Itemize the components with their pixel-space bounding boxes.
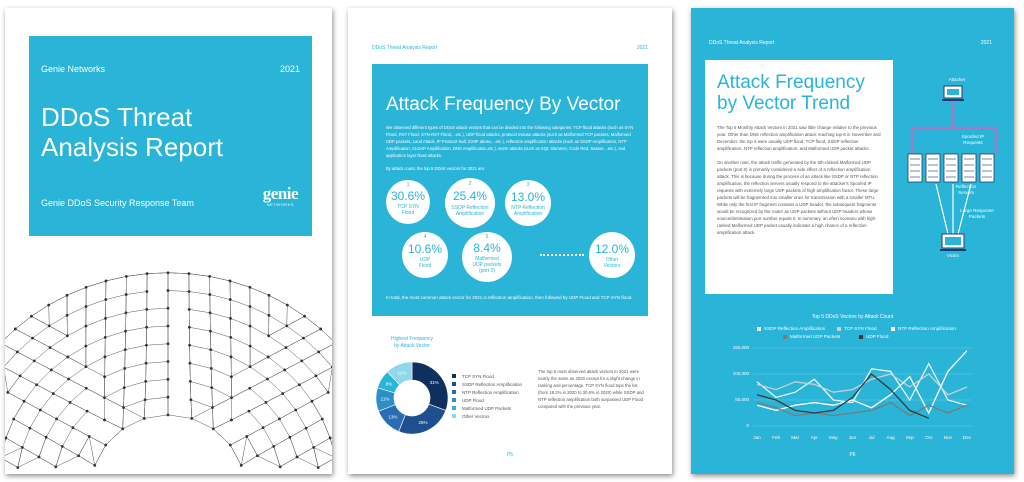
vector-rank: 2 <box>468 181 472 187</box>
donut-legend <box>452 372 522 420</box>
legend-label: UDP Flood <box>462 397 484 403</box>
logo-text: genie <box>262 184 298 203</box>
page-header-title: DDoS Threat Analysis Report <box>709 40 775 46</box>
vector-label-2: Amplification <box>455 211 485 217</box>
vector-label-2: Amplification <box>513 211 543 217</box>
team-name: Genie DDoS Security Response Team <box>41 198 194 208</box>
count-line: By attack count, the top 5 DDoS vectors for 2021 are: <box>386 166 486 171</box>
network-globe-graphic <box>5 253 332 474</box>
x-tick-label: Sep <box>905 435 914 440</box>
x-tick-label: Apr <box>810 435 818 440</box>
vector-circle-4 <box>402 232 448 278</box>
donut-slice-label: 8% <box>385 381 393 387</box>
legend-swatch <box>452 390 456 394</box>
vector-circle-2 <box>445 178 495 228</box>
attacker-label: Attacker <box>948 77 966 82</box>
vector-label: UDP <box>419 257 431 263</box>
vector-label: NTP Reflection <box>511 205 545 211</box>
x-tick-label: May <box>829 435 838 440</box>
donut-slice <box>412 362 448 410</box>
vector-rank: 4 <box>423 234 427 240</box>
legend-item <box>452 404 522 412</box>
page-number: P6 <box>849 452 856 458</box>
paragraph-1: The Top 5 Monthly Attack Vectors in 2021 saw little change relative to the previous year. Other than DNS reflection amplification attack reaching top-5 in November and December, the top 5 were usually UDP flood, TCP flood, SSDP reflection amplification, NTP reflection amplification, and Malformed UDP packet attacks. <box>717 125 881 151</box>
x-tick-label: Nov <box>943 435 952 440</box>
trend-line-chart <box>691 8 1014 474</box>
legend-label: SSDP Reflection Amplification <box>764 326 826 331</box>
vector-donut-chart <box>372 358 452 438</box>
conclusion-paragraph: In total, the most common attack vector for 2021 is reflection amplification, then followed by UDP Flood and TCP SYN flood. <box>386 295 633 300</box>
legend-label: TCP SYN Flood <box>462 373 494 379</box>
vector-rank: 5 <box>485 234 489 240</box>
report-title <box>41 102 223 162</box>
x-tick-label: Oct <box>925 435 933 440</box>
title-line-2: Analysis Report <box>41 132 224 162</box>
legend-label: UDP Flood <box>866 334 889 339</box>
vector-percent: 10.6% <box>407 242 443 256</box>
title-line-1: DDoS Threat <box>41 102 193 132</box>
legend-item <box>452 380 522 388</box>
donut-title-line-1: Highest Frequency <box>391 336 433 342</box>
legend-item <box>452 396 522 404</box>
page-number: P5 <box>506 452 514 458</box>
vector-rank: 3 <box>526 182 530 188</box>
vector-percent: 25.4% <box>452 189 488 203</box>
legend-label: SSDP Reflection Amplification <box>462 381 522 387</box>
chart-title: Top 5 DDoS Vectors by Attack Count <box>811 314 894 320</box>
cover-page <box>5 8 332 474</box>
page-header-title: DDoS Threat Analysis Report <box>372 45 438 51</box>
dotted-connector <box>540 254 584 256</box>
x-tick-label: Jun <box>848 435 857 440</box>
vector-rank: 1 <box>406 182 410 188</box>
vector-percent: 12.0% <box>594 242 630 256</box>
y-tick-label: 50,000 <box>735 397 749 402</box>
vector-label-2: Vectors <box>603 263 621 269</box>
title-line-1: Attack Frequency <box>717 72 865 93</box>
large-line-2: Packets <box>968 214 986 219</box>
x-tick-label: Mar <box>791 435 800 440</box>
legend-swatch <box>452 406 456 410</box>
legend-label: Malformed UDP Packets <box>462 405 512 411</box>
legend-item <box>452 372 522 380</box>
donut-slice <box>399 404 446 434</box>
spoofed-line-1: Spoofed IP <box>961 134 985 139</box>
report-year: 2021 <box>279 64 300 74</box>
logo-subtext: NETWORKS <box>266 202 294 207</box>
legend-swatch <box>452 382 456 386</box>
legend-label: NTP Reflection Amplification <box>898 326 956 331</box>
title-line-2: by Vector Trend <box>717 93 851 114</box>
vector-label-2: UDP packets <box>472 262 502 268</box>
vector-circle-5 <box>462 232 512 282</box>
reflection-line-1: Reflection <box>955 184 977 189</box>
legend-label: Malformed UDP Packets <box>790 334 841 339</box>
donut-slice-label: 12% <box>397 370 407 376</box>
y-tick-label: 100,000 <box>732 371 749 376</box>
vector-percent: 13.0% <box>510 190 546 204</box>
vector-label: TCP SYN <box>397 204 419 210</box>
legend-swatch <box>452 398 456 402</box>
vector-label-3: (port 0) <box>478 268 496 274</box>
vector-label-2: Flood <box>401 210 415 216</box>
comparison-paragraph: The top 5 most observed attack vectors in 2021 were nearly the same as 2020 except for a slight change in ranking and percentage. TCP SYN flood tops the list (from 18.2% in 2020 to 30.6% in 2020) while SSDP and NTP reflection amplification both surpassed UDP Flood compared with the previous year. <box>538 369 644 409</box>
spoofed-line-2: Requests <box>963 140 983 145</box>
reflection-line-2: Servers <box>958 190 974 195</box>
attack-vector-page <box>348 8 672 474</box>
x-tick-label: Aug <box>886 435 895 440</box>
vector-label: Other <box>605 257 619 263</box>
large-line-1: Large Response <box>960 208 994 213</box>
legend-item <box>452 412 522 420</box>
vector-label: Malformed <box>475 256 499 262</box>
x-tick-label: Feb <box>772 435 781 440</box>
vector-circle-3 <box>505 180 551 226</box>
genie-logo <box>263 186 298 207</box>
donut-slice-label: 25% <box>418 420 428 426</box>
legend-swatch <box>452 414 456 418</box>
donut-title <box>376 336 448 350</box>
paragraph-2: On another note, the attack traffic generated by the 5th-ranked Malformed UDP packets (port 0) is primarily considered a side effect of a reflection amplification attack. This is because during the process of an attack like SSDP or NTP reflection amplification, the reflection servers usually respond to the attacker's Spoofed IP requests with extremely large UDP packets of high amplification factor. These large packets will be fragmented into smaller ones for transmission with a smaller MTU. While only the first IP fragment contains a UDP header, the subsequent fragments would be recognized by the router as UDP packets without UDP headers whose source/destination port number equals 0. In summary, an often scenario with high-ranked Malformed UDP packet usually indicates a high chance of a reflection amplification attack. <box>717 160 879 235</box>
donut-title-line-2: by Attack Vector <box>394 343 430 349</box>
vector-label-2: Flood <box>418 263 432 269</box>
page-header-year: 2021 <box>980 40 992 46</box>
y-tick-label: 150,000 <box>732 345 749 350</box>
victim-label: Victim <box>946 253 960 258</box>
vector-summary-block <box>372 64 648 316</box>
intro-paragraph: We observed different types of DDoS attack vectors that can be divided into the following categories: TCP flood attacks (such as SYN Flood, RST Flood, SYN-RST Flood,...etc.), UDP flood attacks, protocol misuse attacks (such as Malformed TCP packets, Malformed UDP packets, Land Attack, IP Protocol Null, ICMP abuse,...etc.), reflection amplification attacks (such as SSDP Amplification, NTP Amplification, CLDAP Amplification, DNS Amplification,etc.), worm attacks (such as SQL Slammer, Code Red, Sasser,...etc.), and application layer flood attacks. <box>386 125 634 158</box>
brand-name: Genie Networks <box>41 64 106 74</box>
page-header-year: 2021 <box>636 45 648 51</box>
legend-label: TCP SYN Flood <box>844 326 877 331</box>
vector-trend-page <box>691 8 1014 474</box>
legend-item <box>452 388 522 396</box>
donut-slice-label: 31% <box>429 380 439 386</box>
vector-circle-other <box>589 232 635 278</box>
vector-percent: 30.6% <box>390 189 426 203</box>
x-tick-label: Dec <box>962 435 972 440</box>
vector-circle-1 <box>386 180 430 224</box>
section-title: Attack Frequency By Vector <box>386 94 621 115</box>
y-tick-label: 0 <box>746 423 749 428</box>
x-tick-label: Jul <box>868 435 875 440</box>
x-tick-label: Jan <box>753 435 761 440</box>
donut-slice-label: 11% <box>380 396 390 402</box>
donut-slice-label: 13% <box>388 414 398 420</box>
legend-swatch <box>452 374 456 378</box>
vector-percent: 8.4% <box>473 241 501 255</box>
vector-label: SSDP Reflection <box>451 205 489 211</box>
cover-title-block <box>29 36 312 236</box>
legend-label: Other Vectors <box>462 413 490 419</box>
legend-label: NTP Reflection Amplification <box>462 389 519 395</box>
